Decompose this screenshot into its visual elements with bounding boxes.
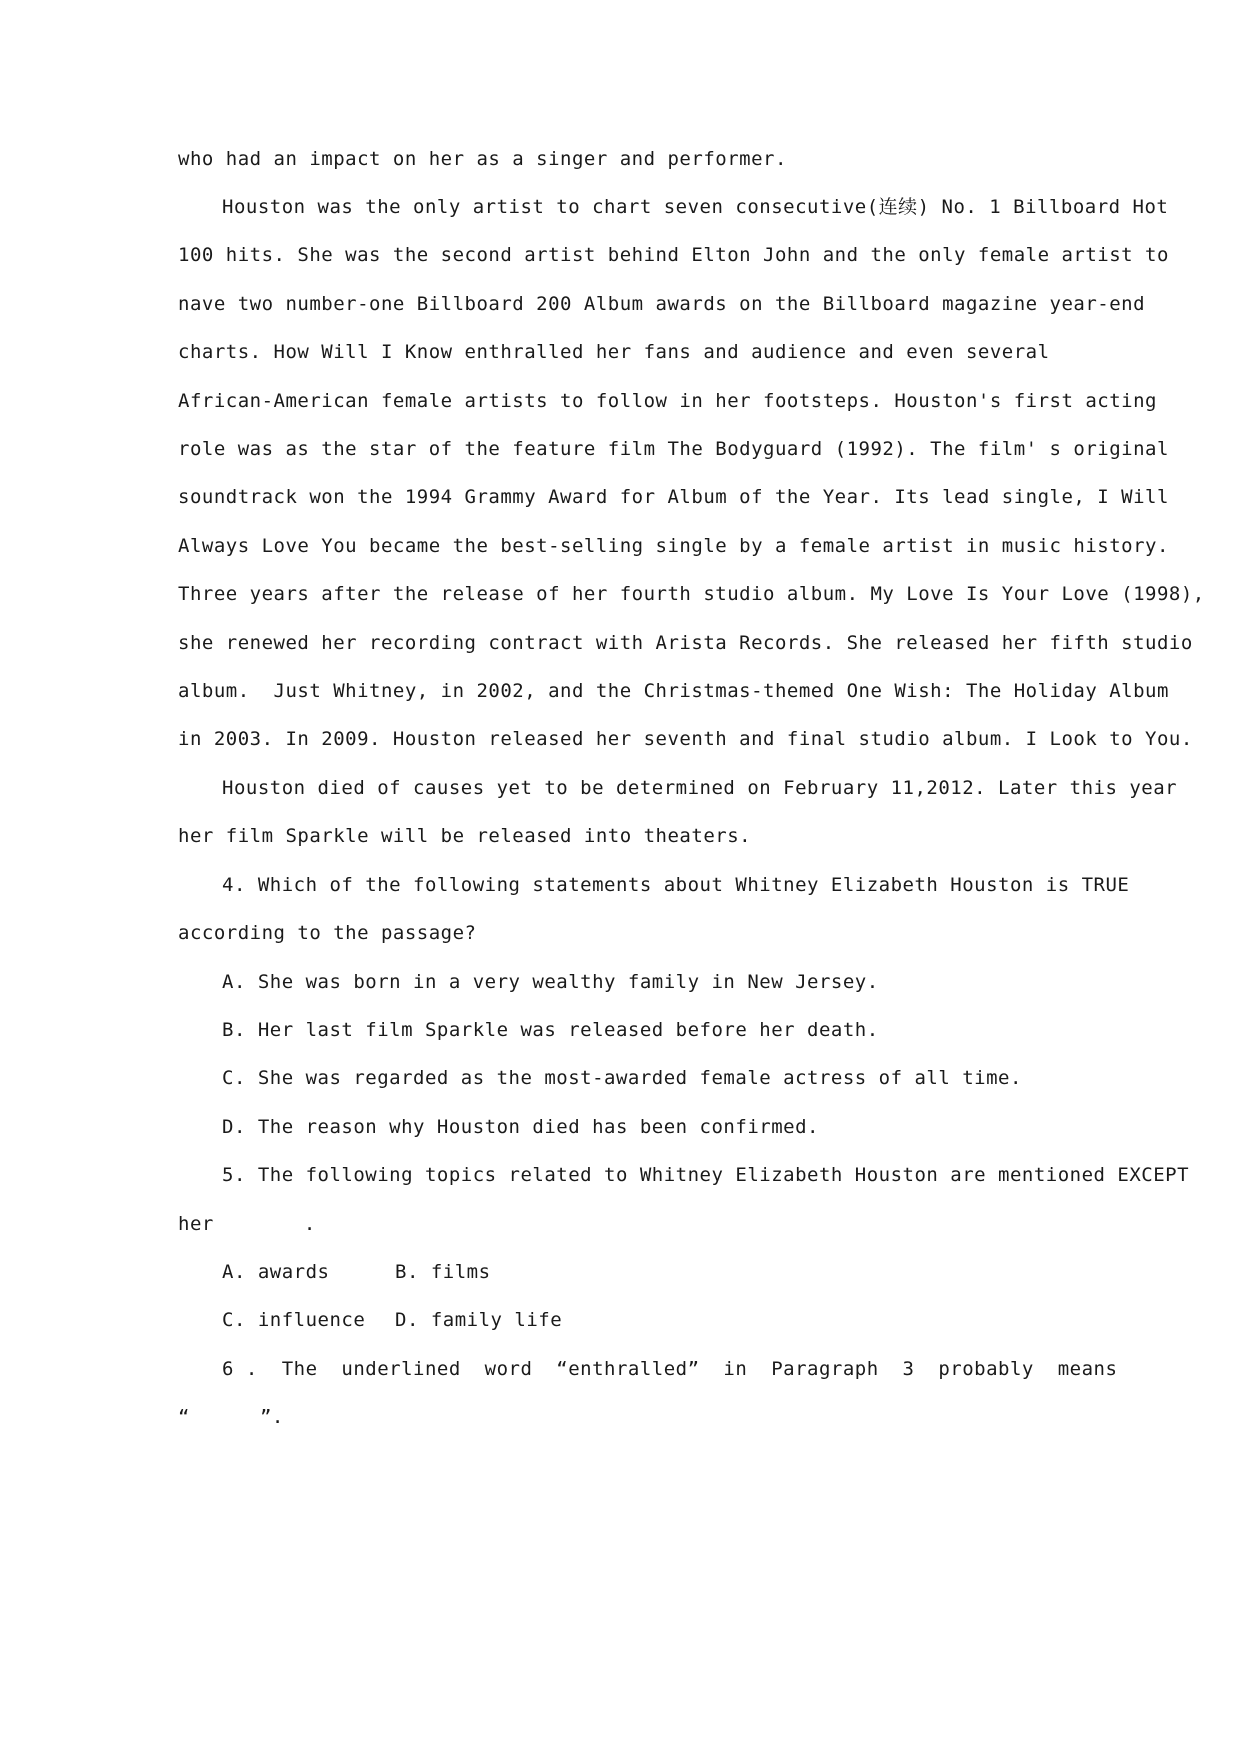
passage-line: she renewed her recording contract with Arista Records. She released her fifth studio <box>178 632 1193 654</box>
passage-line: Always Love You became the best-selling single by a female artist in music history. <box>178 535 1169 557</box>
question-4-stem: 4. Which of the following statements about Whitney Elizabeth Houston is TRUE <box>222 874 1130 896</box>
passage-line: Three years after the release of her fourth studio album. My Love Is Your Love (1998), <box>178 583 1205 605</box>
question-6-stem-cont <box>178 1405 284 1429</box>
passage-line: album. Just Whitney, in 2002, and the Christmas-themed One Wish: The Holiday Album <box>178 680 1169 702</box>
passage-line: soundtrack won the 1994 Grammy Award for Album of the Year. Its lead single, I Will <box>178 486 1169 508</box>
question-5-option-b: B. films <box>395 1261 491 1283</box>
question-4-option-c: C. She was regarded as the most-awarded female actress of all time. <box>222 1067 1022 1089</box>
question-4-option-a: A. She was born in a very wealthy family in New Jersey. <box>222 971 879 993</box>
passage-line: role was as the star of the feature film The Bodyguard (1992). The film' s original <box>178 438 1169 460</box>
passage-line: 100 hits. She was the second artist behind Elton John and the only female artist to <box>178 244 1169 266</box>
passage-paragraph-start: Houston was the only artist to chart seven consecutive(连续) No. 1 Billboard Hot <box>222 196 1169 218</box>
question-4-stem-cont: according to the passage? <box>178 922 477 944</box>
passage-line: in 2003. In 2009. Houston released her seventh and final studio album. I Look to You. <box>178 728 1193 750</box>
quote-close: ”. <box>259 1406 284 1428</box>
question-6-stem: 6 . The underlined word “enthralled” in Paragraph 3 probably means <box>222 1358 1118 1380</box>
question-5-stem-cont <box>178 1212 316 1236</box>
passage-line: charts. How Will I Know enthralled her fans and audience and even several <box>178 341 1050 363</box>
passage-line: nave two number-one Billboard 200 Album awards on the Billboard magazine year-end <box>178 293 1146 315</box>
question-5-option-a: A. awards <box>222 1261 330 1283</box>
question-5-option-d: D. family life <box>395 1309 563 1331</box>
question-4-option-b: B. Her last film Sparkle was released before her death. <box>222 1019 879 1041</box>
passage-line: who had an impact on her as a singer and performer. <box>178 148 787 170</box>
quote-open: “ <box>178 1406 190 1428</box>
question-5-stem-word: her <box>178 1213 214 1235</box>
passage-line: African-American female artists to follow in her footsteps. Houston's first acting <box>178 390 1157 412</box>
question-5-stem-period: . <box>303 1213 316 1235</box>
question-5-stem: 5. The following topics related to Whitney Elizabeth Houston are mentioned EXCEPT <box>222 1164 1190 1186</box>
question-5-option-c: C. influence <box>222 1309 366 1331</box>
passage-paragraph-start: Houston died of causes yet to be determined on February 11,2012. Later this year <box>222 777 1178 799</box>
question-4-option-d: D. The reason why Houston died has been confirmed. <box>222 1116 819 1138</box>
passage-line: her film Sparkle will be released into theaters. <box>178 825 752 847</box>
